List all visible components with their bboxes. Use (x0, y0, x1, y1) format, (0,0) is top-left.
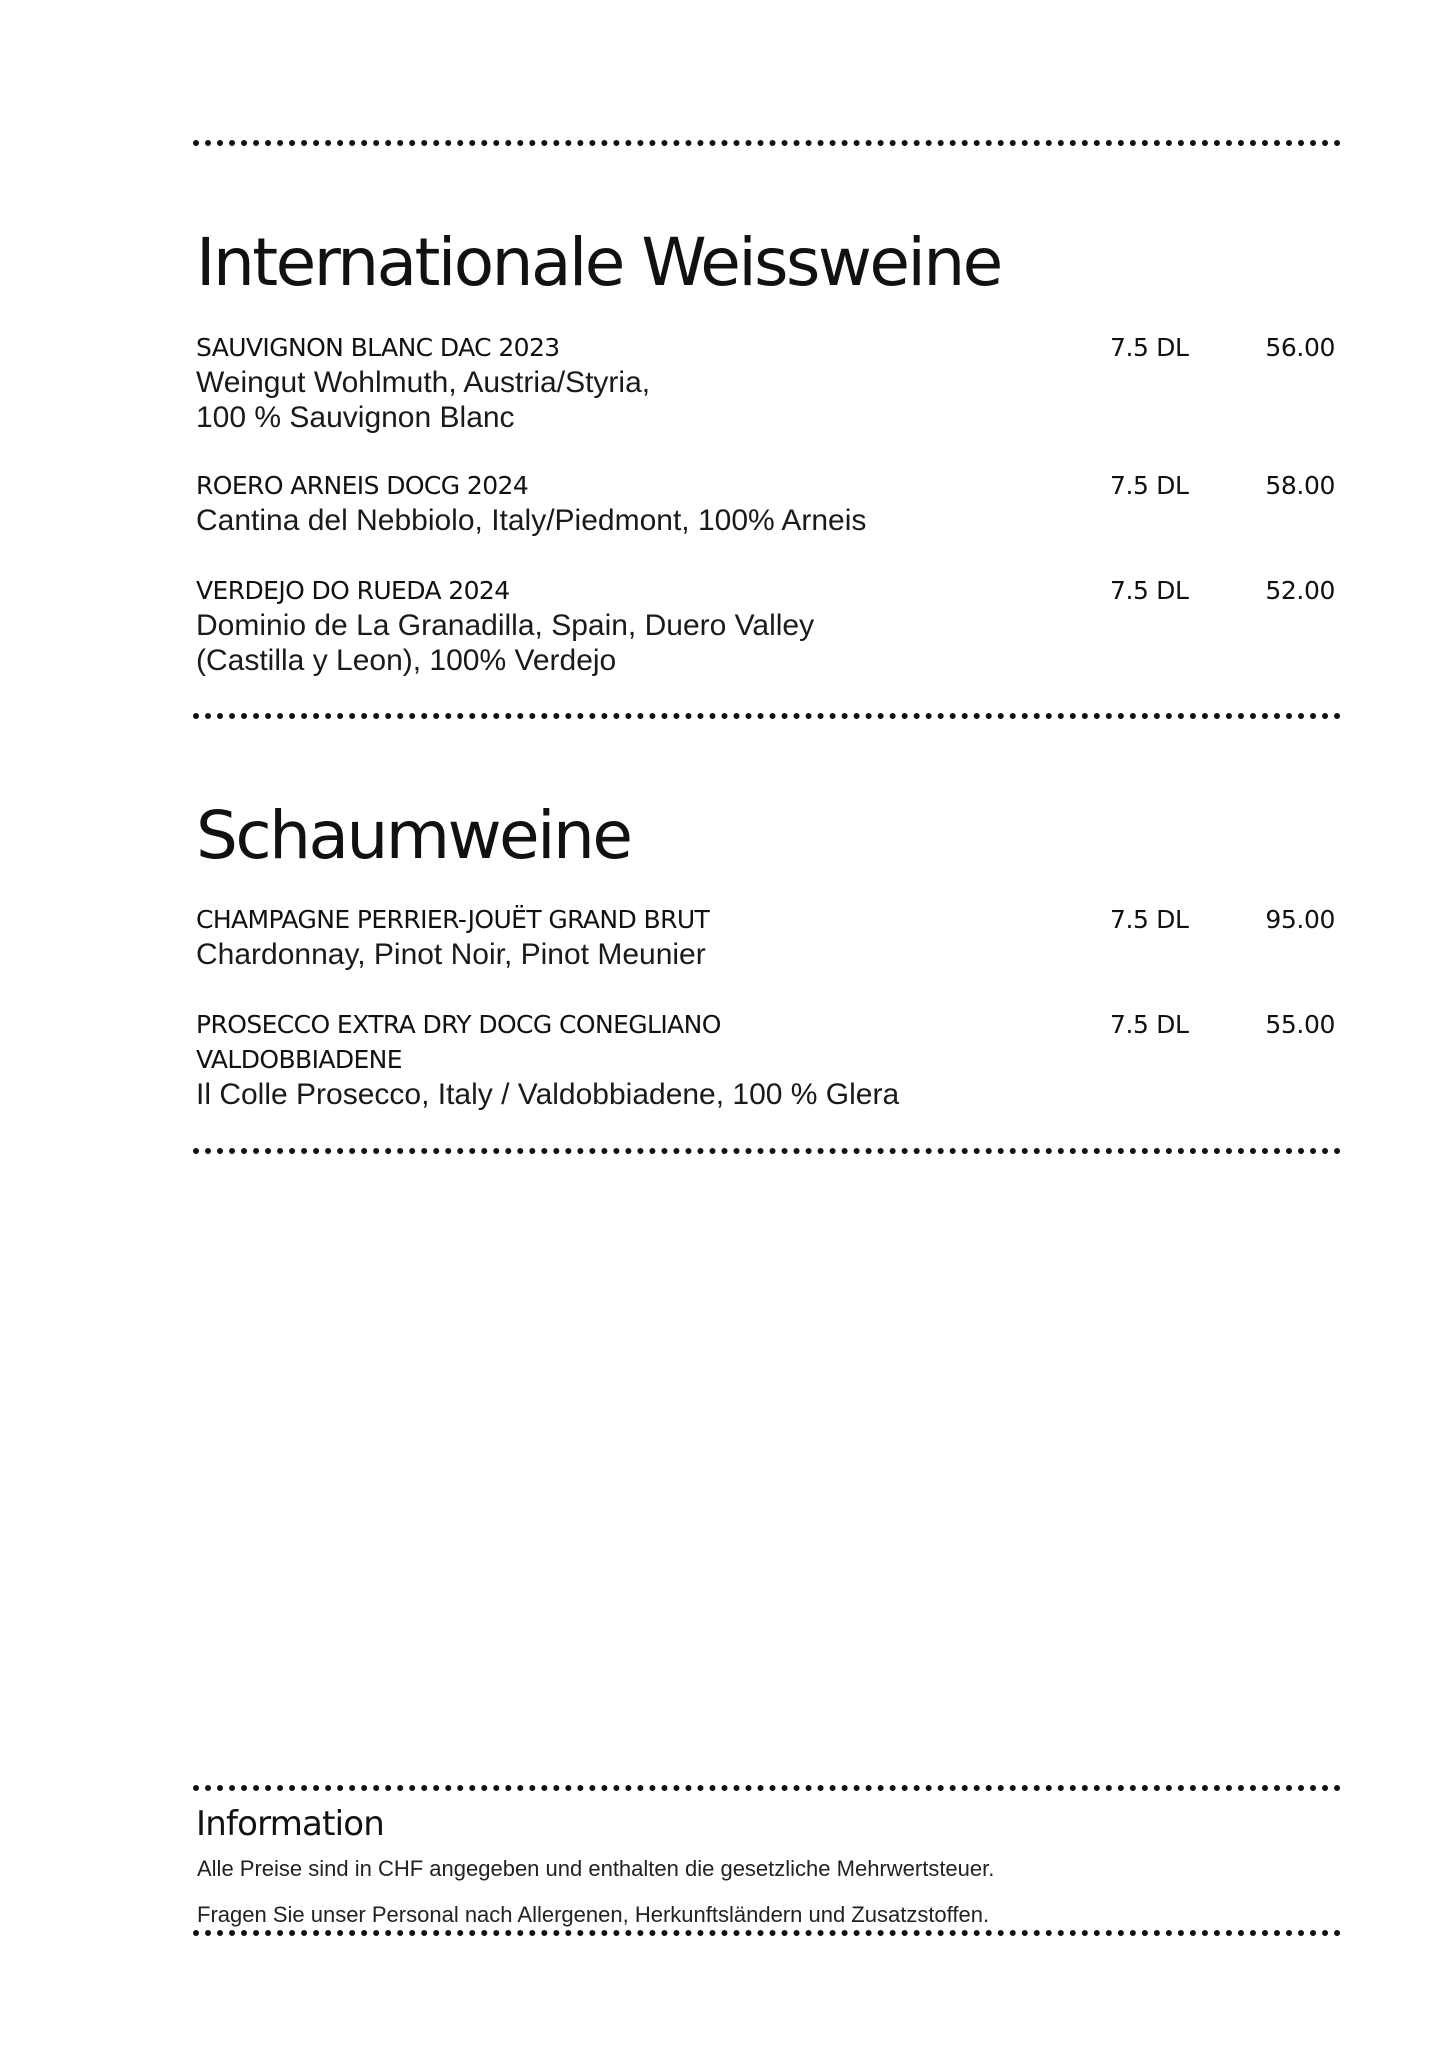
wine-item-sauvignon-blanc (196, 330, 1344, 435)
wine-description: Dominio de La Granadilla, Spain, Duero Valley (196, 609, 815, 642)
dotted-divider (193, 1930, 1341, 1936)
wine-description: Il Colle Prosecco, Italy / Valdobbiadene, 100 % Glera (196, 1078, 900, 1111)
dotted-divider (193, 1148, 1341, 1154)
wine-item-roero-arneis (196, 468, 1344, 538)
dotted-divider (193, 713, 1341, 719)
wine-name: PROSECCO EXTRA DRY DOCG CONEGLIANO (196, 1010, 721, 1039)
wine-name: ROERO ARNEIS DOCG 2024 (196, 471, 529, 500)
wine-item-verdejo (196, 573, 1344, 678)
wine-description: Chardonnay, Pinot Noir, Pinot Meunier (196, 938, 706, 971)
wine-description: Weingut Wohlmuth, Austria/Styria, (196, 366, 651, 399)
info-allergen-note: Fragen Sie unser Personal nach Allergenen, Herkunftsländern und Zusatzstoffen. (197, 1902, 990, 1927)
info-price-note: Alle Preise sind in CHF angegeben und enthalten die gesetzliche Mehrwertsteuer. (197, 1856, 995, 1881)
wine-name: SAUVIGNON BLANC DAC 2023 (196, 333, 560, 362)
wine-description: (Castilla y Leon), 100% Verdejo (196, 644, 617, 677)
wine-volume: 7.5 DL (1110, 1010, 1189, 1039)
wine-description: 100 % Sauvignon Blanc (196, 401, 515, 434)
wine-volume: 7.5 DL (1110, 471, 1189, 500)
wine-price: 58.00 (1265, 471, 1335, 500)
info-title: Information (196, 1804, 385, 1844)
wine-price: 56.00 (1265, 333, 1335, 362)
wine-volume: 7.5 DL (1110, 905, 1189, 934)
section-title-white-wines: Internationale Weissweine (196, 224, 1001, 301)
dotted-divider (193, 140, 1341, 146)
dotted-divider (193, 1785, 1341, 1791)
wine-item-champagne (196, 902, 1344, 972)
wine-description: Cantina del Nebbiolo, Italy/Piedmont, 100% Arneis (196, 504, 867, 537)
wine-price: 95.00 (1265, 905, 1335, 934)
wine-volume: 7.5 DL (1110, 333, 1189, 362)
wine-volume: 7.5 DL (1110, 576, 1189, 605)
wine-name: CHAMPAGNE PERRIER-JOUËT GRAND BRUT (196, 905, 710, 934)
wine-name: VERDEJO DO RUEDA 2024 (196, 576, 510, 605)
wine-name-continued: VALDOBBIADENE (196, 1045, 402, 1074)
wine-price: 55.00 (1265, 1010, 1335, 1039)
section-title-sparkling-wines: Schaumweine (196, 797, 631, 874)
wine-price: 52.00 (1265, 576, 1335, 605)
wine-item-prosecco (196, 1007, 1344, 1112)
